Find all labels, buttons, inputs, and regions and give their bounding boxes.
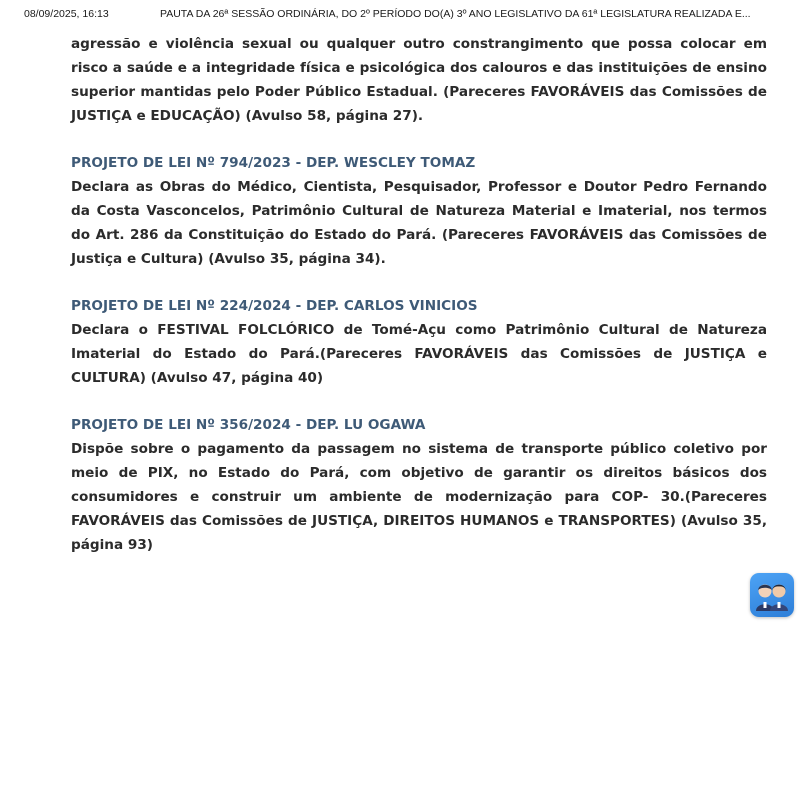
- bill-description: Declara as Obras do Médico, Cientista, Pesquisador, Professor e Doutor Pedro Fernando da Costa Vasconcelos, Patrimônio Cultural de Natureza Material e Imaterial, nos termos do Art. 286 da Constituição do Estado do Pará. (Pareceres FAVORÁVEIS das Comissões de Justiça e Cultura) (Avulso 35, página 34).: [71, 179, 767, 267]
- continuation-paragraph: agressão e violência sexual ou qualquer outro constrangimento que possa colocar em risco a saúde e a integridade física e psicológica dos calouros e das instituições de ensino superior mantidas pelo Poder Público Estadual. (Pareceres FAVORÁVEIS das Comissões de JUSTIÇA e EDUCAÇÃO) (Avulso 58, página 27).: [71, 36, 767, 124]
- print-datetime: 08/09/2025, 16:13: [24, 8, 109, 20]
- bill-description: Dispõe sobre o pagamento da passagem no sistema de transporte público coletivo por meio de PIX, no Estado do Pará, com objetivo de garantir os direitos básicos dos consumidores e construir um ambiente de modernização para COP- 30.(Pareceres FAVORÁVEIS das Comissões de JUSTIÇA, DIREITOS HUMANOS e TRANSPORTES) (Avulso 35, página 93): [71, 441, 767, 553]
- bill-item: [71, 151, 767, 271]
- bill-item: [71, 294, 767, 390]
- bill-title: PROJETO DE LEI Nº 224/2024 - DEP. CARLOS VINICIOS: [71, 298, 478, 314]
- bill-title: PROJETO DE LEI Nº 794/2023 - DEP. WESCLEY TOMAZ: [71, 155, 476, 171]
- bill-title: PROJETO DE LEI Nº 356/2024 - DEP. LU OGAWA: [71, 417, 426, 433]
- document-content: [71, 32, 767, 557]
- document-title: PAUTA DA 26ª SESSÃO ORDINÁRIA, DO 2º PERÍODO DO(A) 3º ANO LEGISLATIVO DA 61ª LEGISLATURA REALIZADA E...: [160, 8, 751, 20]
- bill-item: [71, 413, 767, 557]
- assistant-avatars-icon[interactable]: [750, 573, 794, 617]
- bill-description: Declara o FESTIVAL FOLCLÓRICO de Tomé-Açu como Patrimônio Cultural de Natureza Imaterial do Estado do Pará.(Pareceres FAVORÁVEIS das Comissões de JUSTIÇA e CULTURA) (Avulso 47, página 40): [71, 322, 767, 386]
- print-header: [24, 8, 794, 20]
